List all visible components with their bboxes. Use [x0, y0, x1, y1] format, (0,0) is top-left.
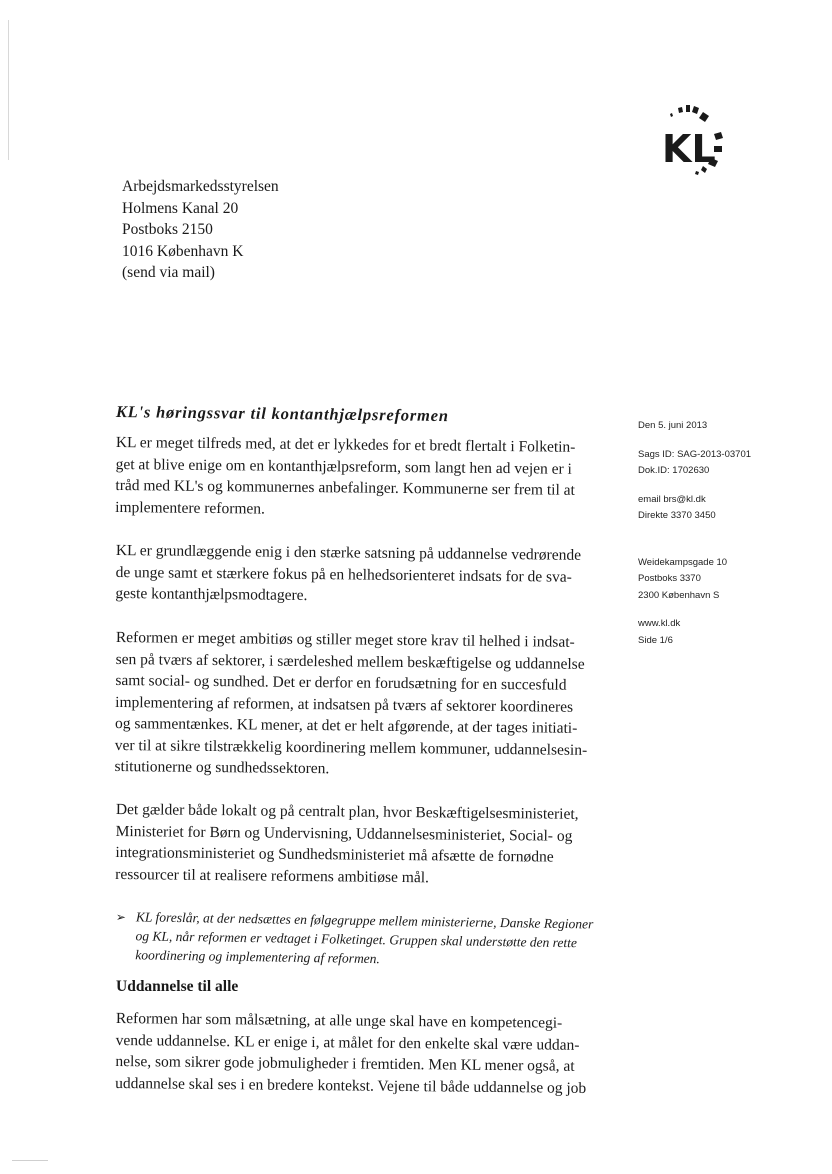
- address-line: Postboks 2150: [122, 221, 213, 238]
- text-line: KL foreslår, at der nedsættes en følgegruppe mellem ministerierne, Danske Regioner: [135, 909, 594, 932]
- text-line: Reformen er meget ambitiøs og stiller meget store krav til helhed i indsat-: [115, 628, 575, 651]
- text-line: stitutionerne og sundhedssektoren.: [114, 757, 330, 777]
- address-line: 1016 København K: [122, 242, 244, 260]
- contact-email: email brs@kl.dk: [638, 493, 706, 505]
- address-line: Holmens Kanal 20: [122, 199, 239, 217]
- text-line: sen på tværs af sektorer, i særdeleshed mellem beskæftigelse og uddannelse: [115, 649, 585, 672]
- text-line: koordinering og implementering af reformen.: [135, 947, 380, 967]
- text-line: implementering af reformen, at indsatsen på tværs af sektorer koordineres: [115, 692, 574, 715]
- kl-logo-icon: [640, 100, 740, 190]
- letter-title: KL's høringssvar til kontanthjælpsreformen: [115, 402, 449, 426]
- page-number: Side 1/6: [638, 634, 673, 646]
- body-paragraph: [114, 627, 596, 783]
- text-line: KL er meget tilfreds med, at det er lykkedes for et bredt flertalt i Folketin-: [115, 433, 576, 456]
- letter-meta-sidebar: [638, 418, 751, 649]
- scan-edge-line: [8, 20, 9, 160]
- text-line: geste kontanthjælpsmodtagere.: [115, 584, 308, 605]
- text-line: KL er grundlæggende enig i den stærke satsning på uddannelse vedrørende: [115, 541, 582, 564]
- body-paragraph: [115, 1008, 596, 1099]
- case-id: Sags ID: SAG-2013-03701: [638, 448, 752, 460]
- text-line: uddannelse skal ses i en bredere kontekst. Vejene til både uddannelse og job: [115, 1074, 587, 1097]
- body-paragraph: [115, 432, 596, 523]
- text-line: Reformen har som målsætning, at alle unge skal have en kompetencegi-: [115, 1009, 563, 1032]
- street-address: Weidekampsgade 10: [638, 556, 728, 568]
- body-paragraph: [115, 540, 596, 610]
- text-line: og sammentænkes. KL mener, at det er helt afgørende, at der tages initiati-: [114, 714, 578, 737]
- proposal-bullet: [115, 907, 596, 972]
- scan-foot-mark: [12, 1160, 48, 1161]
- text-line: vende uddannelse. KL er enige i, at målet for den enkelte skal være uddan-: [115, 1031, 580, 1054]
- letter-date: Den 5. juni 2013: [638, 420, 708, 431]
- text-line: Det gælder både lokalt og på centralt plan, hvor Beskæftigelsesministeriet,: [115, 800, 579, 823]
- text-line: get at blive enige om en kontanthjælpsreform, som langt hen ad vejen er i: [115, 455, 573, 478]
- postbox: Postboks 3370: [638, 573, 701, 584]
- recipient-address: [122, 176, 279, 284]
- text-line: implementere reformen.: [115, 498, 266, 518]
- text-line: tråd med KL's og kommunernes anbefalinger. Kommunerne ser frem til at: [115, 476, 575, 499]
- address-line: Arbejdsmarkedsstyrelsen: [122, 178, 279, 195]
- bullet-text: [135, 907, 593, 971]
- address-line: (send via mail): [122, 264, 215, 281]
- document-id: Dok.ID: 1702630: [638, 465, 710, 476]
- direct-phone: Direkte 3370 3450: [638, 510, 716, 521]
- arrow-bullet-icon: ➢: [115, 909, 127, 925]
- website-link: www.kl.dk: [638, 618, 681, 629]
- postal-city: 2300 København S: [638, 589, 720, 601]
- text-line: nelse, som sikrer gode jobmuligheder i fremtiden. Men KL mener også, at: [115, 1052, 575, 1075]
- text-line: samt social- og sundhed. Det er derfor en forudsætning for en succesfuld: [115, 671, 567, 694]
- text-line: de unge samt et stærkere fokus på en helhedsorienteret indsats for de sva-: [115, 563, 572, 586]
- section-heading: Uddannelse til alle: [116, 978, 239, 995]
- text-line: Ministeriet for Børn og Undervisning, Uddannelsesministeriet, Social- og: [115, 822, 573, 845]
- text-line: og KL, når reformen er vedtaget i Folketinget. Gruppen skal understøtte den rette: [135, 928, 578, 951]
- logo-text: KL: [662, 127, 716, 171]
- text-line: ressourcer til at realisere reformens ambitiøse mål.: [115, 865, 430, 886]
- letter-body: [116, 402, 596, 1116]
- body-paragraph: [115, 799, 596, 890]
- text-line: ver til at sikre tilstrækkelig koordinering mellem kommuner, uddannelsesin-: [114, 735, 588, 758]
- text-line: integrationsministeriet og Sundhedsministeriet må afsætte de fornødne: [115, 843, 554, 866]
